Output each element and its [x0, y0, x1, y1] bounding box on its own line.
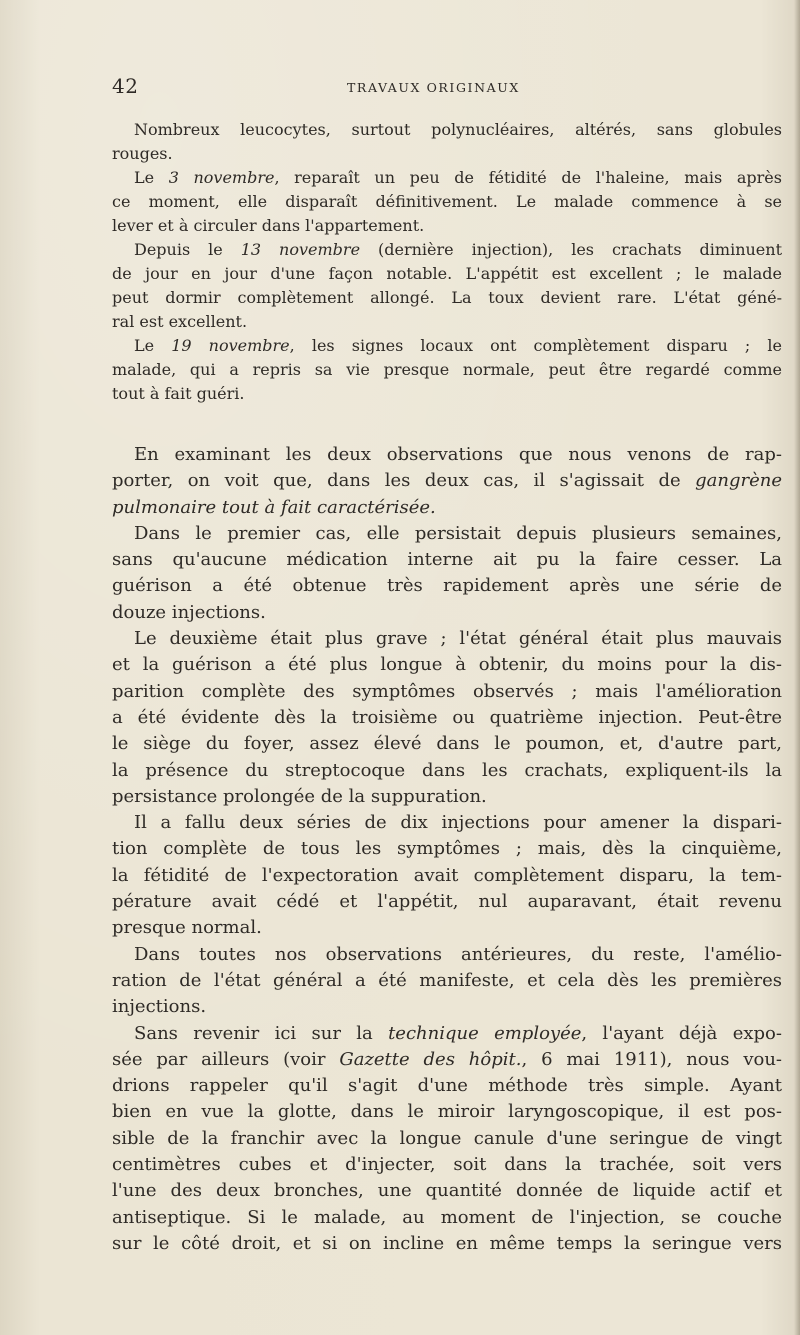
text-line: ration de l'état général a été manifeste, et cela dès les premières	[112, 969, 782, 991]
paragraph-7	[112, 626, 782, 810]
text-line: bien en vue la glotte, dans le miroir laryngoscopique, il est pos-	[112, 1101, 782, 1123]
text-line: En examinant les deux observations que nous venons de rap-	[134, 444, 782, 465]
text-line: Dans le premier cas, elle persistait depuis plusieurs semaines,	[134, 522, 782, 544]
term-emphasis: technique employée	[388, 1022, 582, 1044]
paragraph-1	[112, 118, 782, 166]
text-line: antiseptique. Si le malade, au moment de l'injection, se couche	[112, 1206, 782, 1228]
text-line: Nombreux leucocytes, surtout polynucléaires, altérés, sans globules	[134, 120, 782, 139]
text-line: le siège du foyer, assez élevé dans le poumon, et, d'autre part,	[112, 733, 782, 755]
text-line: ce moment, elle disparaît définitivement. Le malade commence à se	[112, 192, 782, 211]
paragraph-9	[112, 942, 782, 1021]
text-line: sans qu'aucune médication interne ait pu la faire cesser. La	[112, 549, 782, 571]
text-line: douze injections.	[112, 601, 266, 623]
paragraph-6	[112, 521, 782, 626]
paragraph-5	[112, 442, 782, 521]
text-line: sée par ailleurs (voir Gazette des hôpit., 6 mai 1911), nous vou-	[112, 1048, 782, 1070]
paragraph-10	[112, 1021, 782, 1258]
text-line: ral est excellent.	[112, 312, 248, 331]
text-line: Sans revenir ici sur la technique employée, l'ayant déjà expo-	[134, 1022, 782, 1044]
page-edge-shadow	[794, 0, 800, 1335]
text-line: Il a fallu deux séries de dix injections pour amener la dispari-	[134, 812, 782, 834]
text-line: Le 19 novembre, les signes locaux ont complètement disparu ; le	[134, 336, 783, 355]
text-line: drions rappeler qu'il s'agit d'une méthode très simple. Ayant	[112, 1075, 782, 1097]
text-line: de jour en jour d'une façon notable. L'appétit est excellent ; le malade	[112, 264, 782, 283]
section-gap	[112, 406, 782, 442]
date-emphasis: 13 novembre	[240, 240, 361, 259]
citation-emphasis: Gazette des hôpit.	[339, 1048, 522, 1070]
paragraph-4	[112, 334, 782, 406]
text-line: sible de la franchir avec la longue canule d'une seringue de vingt	[112, 1127, 782, 1149]
text-line: l'une des deux bronches, une quantité donnée de liquide actif et	[112, 1180, 782, 1202]
text-line: guérison a été obtenue très rapidement après une série de	[112, 575, 782, 597]
text-line: la présence du streptocoque dans les crachats, expliquent-ils la	[112, 759, 782, 781]
text-line: et la guérison a été plus longue à obtenir, du moins pour la dis-	[112, 654, 782, 676]
text-line: tion complète de tous les symptômes ; mais, dès la cinquième,	[112, 838, 782, 860]
text-line	[112, 495, 782, 521]
text-line: pérature avait cédé et l'appétit, nul auparavant, était revenu	[112, 891, 782, 913]
date-emphasis: 19 novembre	[171, 336, 290, 355]
page-body	[112, 118, 782, 1257]
text-line: malade, qui a repris sa vie presque normale, peut être regardé comme	[112, 360, 782, 379]
text-line: Le 3 novembre, reparaît un peu de fétidité de l'haleine, mais après	[134, 168, 782, 187]
page-header	[112, 74, 712, 104]
paragraph-8	[112, 810, 782, 941]
running-head: TRAVAUX ORIGINAUX	[347, 80, 520, 95]
text-line: centimètres cubes et d'injecter, soit dans la trachée, soit vers	[112, 1154, 782, 1176]
text-line: presque normal.	[112, 917, 262, 939]
text-line: rouges.	[112, 144, 173, 163]
paragraph-2	[112, 166, 782, 238]
text-line: Dans toutes nos observations antérieures, du reste, l'amélio-	[134, 943, 782, 965]
text-line: a été évidente dès la troisième ou quatrième injection. Peut-être	[112, 706, 782, 728]
text-line: injections.	[112, 996, 207, 1018]
text-line: persistance prolongée de la suppuration.	[112, 785, 487, 807]
date-emphasis: 3 novembre	[168, 168, 275, 187]
text-line: la fétidité de l'expectoration avait complètement disparu, la tem-	[112, 864, 782, 886]
text-line: porter, on voit que, dans les deux cas, il s'agissait de gangrène	[112, 470, 782, 492]
text-line: parition complète des symptômes observés ; mais l'amélioration	[112, 680, 782, 702]
term-emphasis: pulmonaire tout à fait caractérisée.	[112, 496, 436, 518]
text-line: Le deuxième était plus grave ; l'état général était plus mauvais	[134, 628, 782, 650]
text-line: Depuis le 13 novembre (dernière injection), les crachats diminuent	[134, 240, 782, 259]
text-line: sur le côté droit, et si on incline en même temps la seringue vers	[112, 1232, 782, 1254]
term-emphasis: gangrène	[695, 470, 782, 492]
page-number: 42	[112, 74, 139, 98]
text-line: peut dormir complètement allongé. La toux devient rare. L'état géné-	[112, 288, 782, 307]
paragraph-3	[112, 238, 782, 334]
text-line: tout à fait guéri.	[112, 384, 245, 403]
text-line: lever et à circuler dans l'appartement.	[112, 216, 425, 235]
